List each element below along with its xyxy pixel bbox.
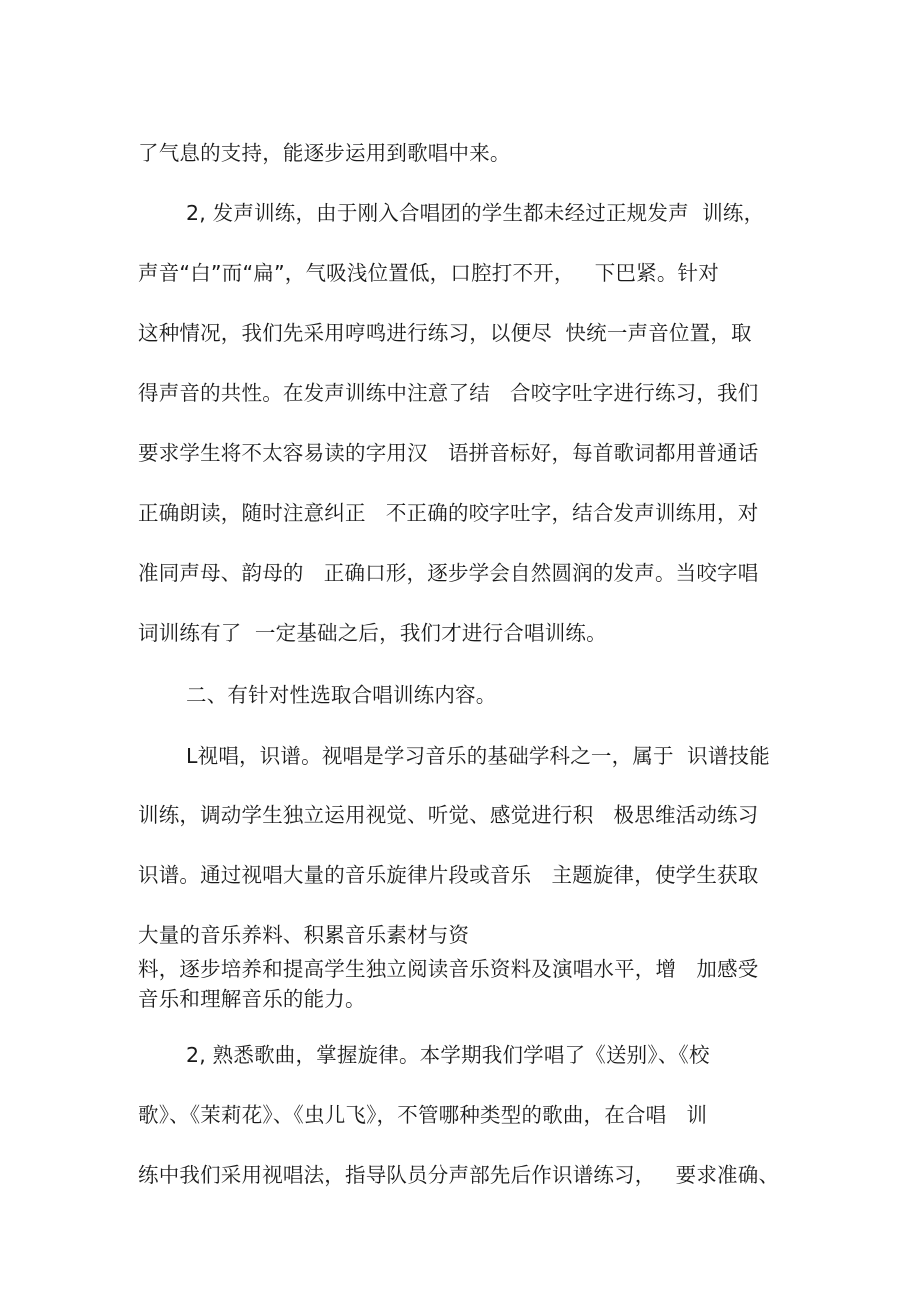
paragraph-line: 大量的音乐养料、积累音乐素材与资 bbox=[138, 923, 470, 947]
paragraph-line: 词训练有了 一定基础之后，我们才进行合唱训练。 bbox=[138, 621, 607, 645]
paragraph-line: 料，逐步培养和提高学生独立阅读音乐资料及演唱水平，增 加感受 bbox=[138, 957, 759, 981]
paragraph-line: 音乐和理解音乐的能力。 bbox=[138, 987, 366, 1011]
paragraph-line: 2, 发声训练，由于刚入合唱团的学生都未经过正规发声 训练， bbox=[186, 201, 765, 225]
paragraph-line: 了气息的支持，能逐步运用到歌唱中来。 bbox=[138, 141, 511, 165]
paragraph-line: 训练，调动学生独立运用视觉、听觉、感觉进行积 极思维活动练习 bbox=[138, 803, 759, 827]
paragraph-line: 2, 熟悉歌曲，掌握旋律。本学期我们学唱了《送别》、《校 bbox=[186, 1043, 710, 1067]
paragraph-line: 这种情况，我们先采用哼鸣进行练习，以便尽 快统一声音位置，取 bbox=[138, 321, 752, 345]
paragraph-line: 准同声母、韵母的 正确口形，逐步学会自然圆润的发声。当咬字唱 bbox=[138, 561, 759, 585]
paragraph-line: 正确朗读，随时注意纠正 不正确的咬字吐字，结合发声训练用，对 bbox=[138, 501, 759, 525]
paragraph-line: L视唱，识谱。视唱是学习音乐的基础学科之一，属于 识谱技能 bbox=[186, 744, 770, 768]
section-heading: 二、有针对性选取合唱训练内容。 bbox=[186, 683, 497, 707]
paragraph-line: 练中我们采用视唱法，指导队员分声部先后作识谱练习， 要求准确、 bbox=[138, 1163, 780, 1187]
paragraph-line: 要求学生将不太容易读的字用汉 语拼音标好，每首歌词都用普通话 bbox=[138, 441, 759, 465]
paragraph-line: 识谱。通过视唱大量的音乐旋律片段或音乐 主题旋律，使学生获取 bbox=[138, 863, 759, 887]
paragraph-line: 歌》、《茉莉花》、《虫儿飞》，不管哪种类型的歌曲，在合唱 训 bbox=[138, 1103, 708, 1127]
paragraph-line: 得声音的共性。在发声训练中注意了结 合咬字吐字进行练习，我们 bbox=[138, 381, 759, 405]
paragraph-line: 声音“白”而“扁”，气吸浅位置低，口腔打不开， 下巴紧。针对 bbox=[138, 261, 719, 285]
